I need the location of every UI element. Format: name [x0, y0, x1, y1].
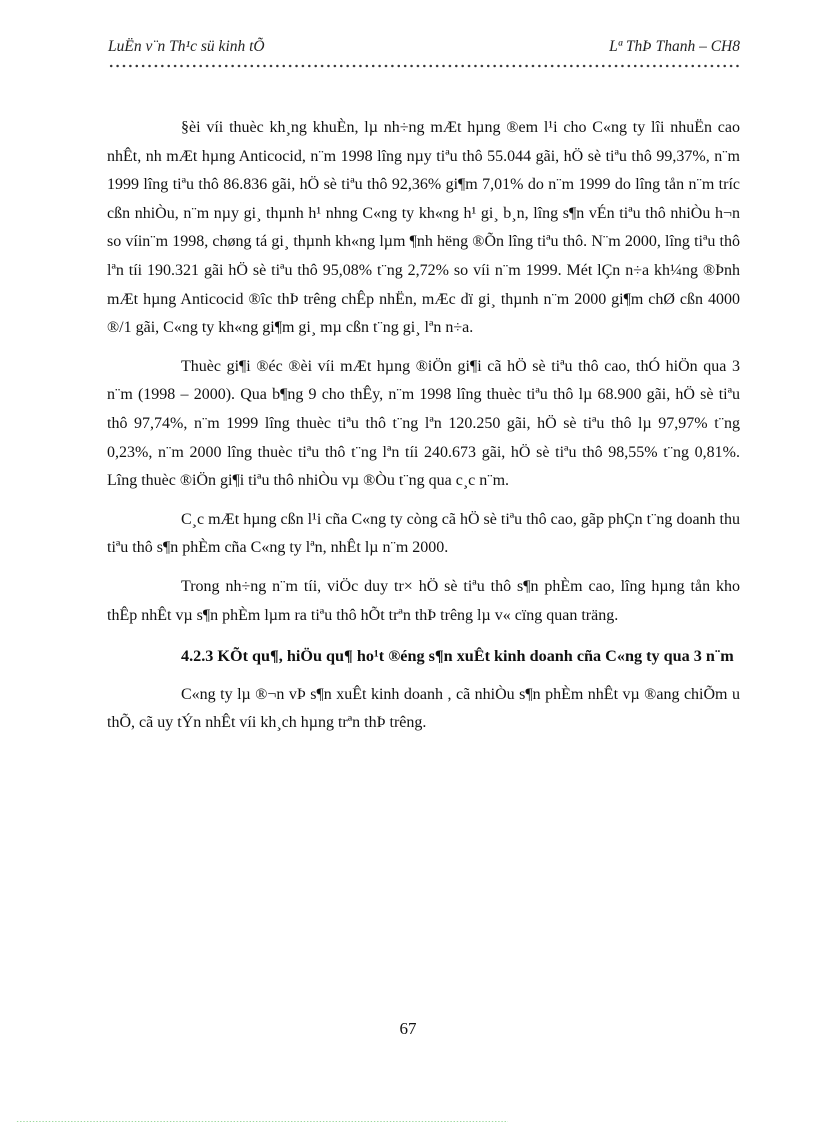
- paragraph-other-products: C¸c mÆt hµng cßn l¹i cña C«ng ty còng cã hÖ sè tiªu thô cao, gãp phÇn t¨ng doanh thu tiªu thô s¶n phÈm cña C«ng ty lªn, nhÊt lµ n¨m 2000.: [107, 510, 740, 557]
- header-dotted-divider: [108, 64, 742, 68]
- paragraph-electrolytes: Thuèc gi¶i ®éc ®èi víi mÆt hµng ®iÖn gi¶i cã hÖ sè tiªu thô cao, thÓ hiÖn qua 3 n¨m (1998 – 2000). Qua b¶ng 9 cho thÊy, n¨m 1998 lîng thuèc tiªu thô lµ 68.900 gãi, hÖ sè tiªu thô 97,74%, n¨m 1999 lîng thuèc tiªu thô t¨ng lªn 120.250 gãi, hÖ sè tiªu thô lµ 97,97% t¨ng 0,23%, n¨m 2000 lîng thuèc tiªu thô t¨ng lªn tíi 240.673 gãi, hÖ sè tiªu thô 98,55% t¨ng 0,81%. Lîng thuèc ®iÖn gi¶i tiªu thô nhiÒu vµ ®Òu t¨ng qua c¸c n¨m.: [107, 357, 740, 490]
- page-body: [107, 114, 740, 738]
- paragraph-future: Trong nh÷ng n¨m tíi, viÖc duy tr× hÖ sè tiªu thô s¶n phÈm cao, lîng hµng tån kho thÊp nhÊt vµ s¶n phÈm lµm ra tiªu thô hÕt trªn thÞ trêng lµ v« cïng quan träng.: [107, 577, 740, 624]
- header-thesis-title: LuËn v¨n Th¹c sü kinh tÕ: [108, 38, 265, 55]
- page-number: 67: [399, 1019, 417, 1038]
- running-header: [108, 38, 740, 60]
- footer-dotted-divider: [16, 1121, 508, 1122]
- paragraph-company-overview: C«ng ty lµ ®¬n vÞ s¶n xuÊt kinh doanh , cã nhiÒu s¶n phÈm nhÊt vµ ®ang chiÕm u thÕ, cã uy tÝn nhÊt víi kh¸ch hµng trªn thÞ trêng.: [107, 685, 740, 732]
- header-author: Lª ThÞ Thanh – CH8: [609, 38, 740, 55]
- section-heading-4-2-3: 4.2.3 KÕt qu¶, hiÖu qu¶ ho¹t ®éng s¶n xuÊt kinh doanh cña C«ng ty qua 3 n¨m: [181, 647, 734, 666]
- paragraph-antibiotics: §èi víi thuèc kh¸ng khuÈn, lµ nh÷ng mÆt hµng ®em l¹i cho C«ng ty lîi nhuËn cao nhÊt, nh mÆt hµng Anticocid, n¨m 1998 lîng nµy tiªu thô 55.044 gãi, hÖ sè tiªu thô 99,37%, n¨m 1999 lîng tiªu thô 86.836 gãi, hÖ sè tiªu thô 92,36% gi¶m 7,01% do n¨m 1999 do lîng tån n¨m tríc cßn nhiÒu, n¨m nµy gi¸ thµnh h¹ nhng C«ng ty kh«ng h¹ gi¸ b¸n, lîng s¶n vÉn tiªu thô nhiÒu h¬n so víin¨m 1998, chøng tá gi¸ thµnh kh«ng lµm ¶nh hëng ®Õn lîng tiªu thô. N¨m 2000, lîng tiªu thô lªn tíi 190.321 gãi hÖ sè tiªu thô 95,08% t¨ng 2,72% so víi n¨m 1999. Mét lÇn n÷a kh¼ng ®Þnh mÆt hµng Anticocid ®îc thÞ trêng chÊp nhËn, mÆc dï gi¸ thµnh n¨m 2000 gi¶m chØ cßn 4000 ®/1 gãi, C«ng ty kh«ng gi¶m gi¸ mµ cßn t¨ng gi¸ lªn n÷a.: [107, 119, 740, 337]
